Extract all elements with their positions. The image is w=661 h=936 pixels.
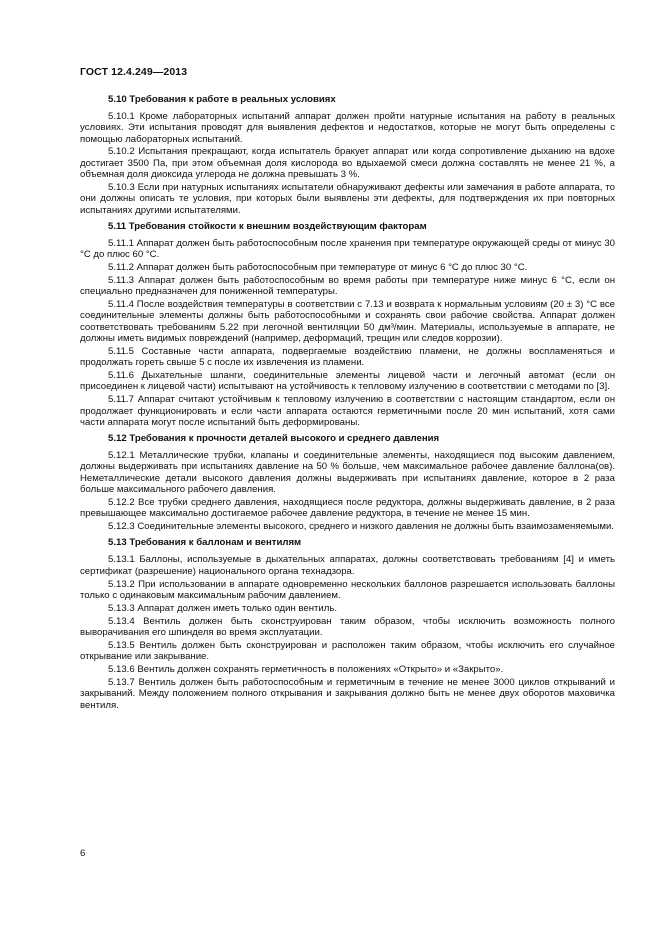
- paragraph: 5.11.3 Аппарат должен быть работоспособным во время работы при температуре ниже минус 6 °С, если он специально предназначен для пониженной температуры.: [80, 274, 615, 298]
- paragraph: 5.12.3 Соединительные элементы высокого, среднего и низкого давления не должны быть взаимозаменяемыми.: [108, 521, 614, 533]
- paragraph: 5.11.4 После воздействия температуры в соответствии с 7.13 и возврата к нормальным условиям (20 ± 3) °С все соединительные элементы должны быть работоспособными и сохранять свои рабочие свойства. Аппарат должен соответствовать требованиям 5.22 при легочной вентиляции 50 дм³/мин. Материалы, используемые в аппарате, не должны иметь видимых повреждений (например, деформаций, трещин или следов коррозии).: [80, 299, 615, 345]
- paragraph: 5.11.7 Аппарат считают устойчивым к тепловому излучению в соответствии с настоящим стандартом, если он продолжает функционировать и если части аппарата остаются герметичными после 20 мин испытаний, хотя сами части аппарата могут после испытаний быть деформированы.: [80, 394, 615, 428]
- section-heading: 5.12 Требования к прочности деталей высокого и среднего давления: [108, 433, 440, 445]
- section-heading: 5.11 Требования стойкости к внешним воздействующим факторам: [108, 220, 427, 232]
- paragraph: 5.11.2 Аппарат должен быть работоспособным при температуре от минус 6 °С до плюс 30 °С.: [108, 262, 528, 274]
- paragraph: 5.13.2 При использовании в аппарате одновременно нескольких баллонов разрешается использовать баллоны только с одинаковым максимальным рабочим давлением.: [80, 578, 615, 601]
- section-5-11: [80, 220, 615, 428]
- paragraph: 5.13.3 Аппарат должен иметь только один вентиль.: [108, 602, 338, 614]
- paragraph: 5.11.6 Дыхательные шланги, соединительные элементы лицевой части и легочный автомат (если он присоединен к лицевой части) испытывают на устойчивость к тепловому излучению в соответствии с методами по [3].: [80, 370, 615, 393]
- page-number: 6: [80, 848, 86, 859]
- section-5-13: [80, 536, 615, 710]
- paragraph: 5.10.3 Если при натурных испытаниях испытатели обнаруживают дефекты или замечания в работе аппарата, то они должны описать те условия, при которых были выявлены эти дефекты, для подтверждения их при повторных испытаниях другими испытателями.: [80, 181, 615, 216]
- paragraph: 5.10.2 Испытания прекращают, когда испытатель бракует аппарат или когда сопротивление дыханию на вдохе достигает 3500 Па, при этом объемная доля кислорода во вдыхаемой смеси должна составлять не менее 21 %, а объемная доля диоксида углерода не должна превышать 3 %.: [80, 146, 615, 181]
- paragraph: 5.13.4 Вентиль должен быть сконструирован таким образом, чтобы исключить возможность полного выворачивания его шпинделя во время эксплуатации.: [80, 615, 615, 638]
- paragraph: 5.13.5 Вентиль должен быть сконструирован и расположен таким образом, чтобы исключить его случайное открывание или закрывание.: [80, 639, 615, 663]
- document-header: ГОСТ 12.4.249—2013: [80, 66, 188, 78]
- paragraph: 5.10.1 Кроме лабораторных испытаний аппарат должен пройти натурные испытания на работу в реальных условиях. Эти испытания проводят для выявления дефектов и недостатков, которые не могут быть определены с помощью лабораторных испытаний.: [80, 111, 615, 145]
- section-5-12: [80, 432, 615, 532]
- section-heading: 5.10 Требования к работе в реальных условиях: [108, 94, 336, 105]
- paragraph: 5.12.1 Металлические трубки, клапаны и соединительные элементы, находящиеся под высоким давлением, должны выдерживать при испытаниях давление на 50 % больше, чем максимальное рабочее давление баллона(ов). Неметаллические детали высокого давления должны выдерживать при испытаниях давление, которое в 2 раза больше максимального рабочего давления.: [80, 450, 615, 496]
- paragraph: 5.11.5 Составные части аппарата, подвергаемые воздействию пламени, не должны воспламеняться и продолжать гореть свыше 5 с после их извлечения из пламени.: [80, 345, 615, 369]
- page-content: [80, 93, 615, 712]
- paragraph: 5.11.1 Аппарат должен быть работоспособным после хранения при температуре окружающей среды от минус 30 °С до плюс 60 °С.: [80, 237, 615, 261]
- paragraph: 5.13.6 Вентиль должен сохранять герметичность в положениях «Открыто» и «Закрыто».: [108, 664, 504, 676]
- paragraph: 5.13.7 Вентиль должен быть работоспособным и герметичным в течение не менее 3000 циклов открываний и закрываний. Между положением полного открывания и закрывания должно быть не менее двух оборотов маховичка вентиля.: [80, 676, 615, 711]
- paragraph: 5.13.1 Баллоны, используемые в дыхательных аппаратах, должны соответствовать требованиям [4] и иметь сертификат (разрешение) национального органа технадзора.: [80, 554, 615, 577]
- section-heading: 5.13 Требования к баллонам и вентилям: [108, 537, 302, 549]
- paragraph: 5.12.2 Все трубки среднего давления, находящиеся после редуктора, должны выдерживать давление, в 2 раза превышающее максимально достигаемое рабочее давление редуктора, в течение не менее 15 мин.: [80, 496, 615, 520]
- section-5-10: [80, 93, 615, 216]
